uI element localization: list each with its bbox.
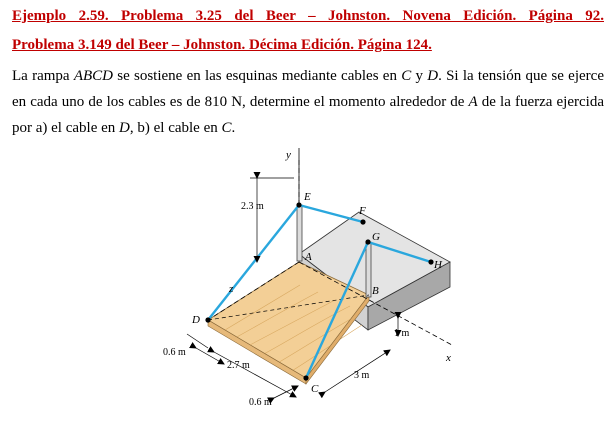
axis-label-z: z — [229, 283, 234, 295]
label-abcd: ABCD — [73, 68, 113, 84]
label-d: D — [427, 68, 439, 84]
problem-text-1: La rampa — [12, 68, 74, 84]
point-label-g: G — [372, 231, 380, 243]
point-label-d: D — [192, 314, 200, 326]
post-ae — [297, 205, 302, 261]
point-f — [360, 219, 365, 224]
point-label-h: H — [434, 259, 442, 271]
dim-label-0-6m-left: 0.6 m — [163, 347, 186, 358]
problem-text-5: de la fuerza ejercida por a) el cable en — [12, 94, 604, 136]
point-label-a: A — [305, 251, 312, 263]
point-label-e: E — [304, 191, 311, 203]
axis-label-x: x — [446, 352, 451, 364]
problem-text-3: y — [411, 68, 428, 84]
point-label-f: F — [359, 205, 366, 217]
label-a: A — [468, 94, 478, 110]
dim-label-2-7m: 2.7 m — [227, 360, 250, 371]
post-bg — [366, 242, 371, 297]
problem-text-6: , b) el cable en — [129, 120, 222, 136]
dim-label-1m: 1 m — [394, 328, 410, 339]
label-d-2: D — [119, 120, 130, 136]
dim-label-3m: 3 m — [354, 370, 370, 381]
problem-text-4: . Si la tensión que se ejerce en cada uno de los cables es de 810 N, determine el momento alrededor de — [12, 68, 604, 110]
point-g — [365, 239, 370, 244]
problem-text-2: se sostiene en las esquinas mediante cables en — [112, 68, 402, 84]
point-e — [296, 202, 301, 207]
label-c-2: C — [221, 120, 232, 136]
heading-line-2: Problema 3.149 del Beer – Johnston. Décima Edición. Página 124. — [12, 37, 432, 53]
axis-label-y: y — [286, 149, 291, 161]
dim-label-0-6m-bottom: 0.6 m — [249, 397, 272, 408]
cable-ef — [299, 205, 363, 222]
heading-line-1: Ejemplo 2.59. Problema 3.25 del Beer – Johnston. Novena Edición. Página 92. — [12, 8, 604, 24]
point-label-c: C — [311, 383, 319, 395]
point-d — [205, 317, 210, 322]
point-label-b: B — [372, 285, 379, 297]
point-h — [428, 259, 433, 264]
point-c — [303, 375, 308, 380]
label-c: C — [401, 68, 412, 84]
dim-label-2-3m: 2.3 m — [241, 201, 264, 212]
problem-text-7: . — [231, 120, 236, 136]
